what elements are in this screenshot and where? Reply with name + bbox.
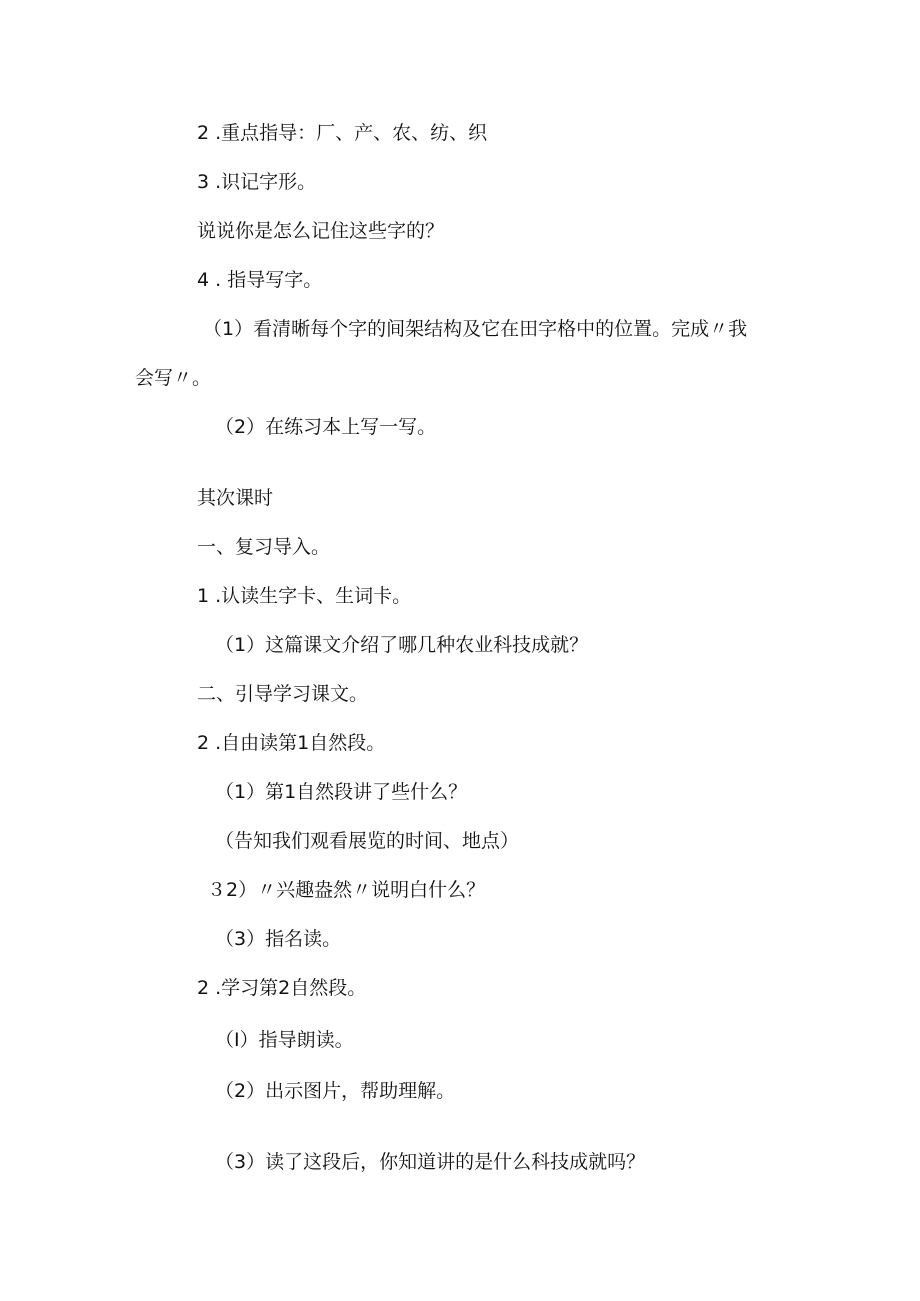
text-line: 2 .重点指导：厂、产、农、纺、织: [197, 122, 488, 144]
text-line: （I）指导朗读。: [215, 1029, 354, 1051]
text-line: 二、引导学习课文。: [197, 683, 369, 705]
text-line: 4 . 指导写字。: [197, 269, 323, 291]
text-line: （告知我们观看展览的时间、地点）: [215, 830, 520, 852]
text-line: （1）这篇课文介绍了哪几种农业科技成就？: [215, 634, 589, 656]
text-line: 1 .认读生字卡、生词卡。: [197, 585, 412, 607]
text-line: 一、复习导入。: [197, 536, 331, 558]
text-line: （3）指名读。: [215, 928, 342, 950]
text-line: （2）在练习本上写一写。: [215, 416, 437, 438]
text-line: 其次课时: [197, 487, 274, 509]
text-line: （2）出示图片，帮助理解。: [215, 1080, 456, 1102]
text-line: 说说你是怎么记住这些字的？: [197, 220, 445, 242]
text-line: （1）看清晰每个字的间架结构及它在田字格中的位置。完成〃我: [203, 318, 748, 340]
text-line: （3）读了这段后，你知道讲的是什么科技成就吗？: [215, 1151, 646, 1173]
text-line: ３2）〃兴趣盎然〃说明白什么？: [207, 879, 486, 901]
text-line: （1）第1自然段讲了些什么？: [215, 781, 468, 803]
text-line: 会写〃。: [135, 367, 212, 389]
text-line: 2 .自由读第1自然段。: [197, 732, 386, 754]
text-line: 2 .学习第2自然段。: [197, 977, 367, 999]
text-line: 3 .识记字形。: [197, 171, 317, 193]
